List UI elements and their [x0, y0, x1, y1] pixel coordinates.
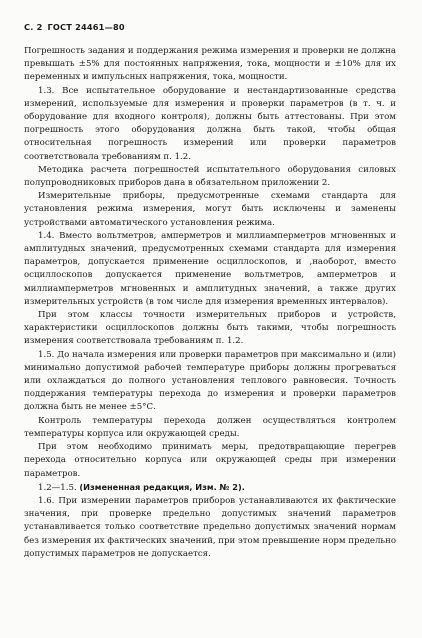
paragraph: 1.3. Все испытательное оборудование и нестандартизованные средства измерений, используемые для измерения и проверки параметров (в т. ч. и оборудование для входного контроля), должны быть аттестованы. При этом погрешность этого оборудования должна быть такой, чтобы общая относительная погрешность измерений или проверки параметров соответствовала требованиям п. 1.2. [24, 85, 396, 162]
amendment-range: 1.2—1.5. [38, 482, 77, 493]
paragraph: Погрешность задания и поддержания режима измерения и проверки не должна превышать ±5% для постоянных напряжения, тока, мощности и ±10% для их переменных и импульсных напряжения, тока, мощности. [24, 46, 396, 83]
paragraph: При этом классы точности измерительных приборов и устройств, характеристики осциллоскопов должны быть такими, чтобы погрешность измерения соответствовала требованиям п. 1.2. [24, 310, 396, 347]
page-header [24, 22, 396, 32]
paragraph: Измерительные приборы, предусмотренные схемами стандарта для установления режима измерения, могут быть исключены и заменены устройствами автоматического установления режима. [24, 191, 396, 228]
amendment-paragraph [24, 481, 396, 495]
page-number: С. 2 [24, 22, 43, 32]
standard-code: ГОСТ 24461—80 [47, 22, 125, 32]
paragraph: 1.6. При измерении параметров приборов устанавливаются их фактические значения, при проверке предельно допустимых значений параметров устанавливается только соответствие предельно допустимых значений нормам без измерения их фактических значений, при этом превышение норм предельно допустимых параметров не допускается. [24, 495, 397, 559]
paragraph: Контроль температуры перехода должен осуществляться контролем температуры корпуса или окружающей среды. [24, 415, 396, 439]
amendment-note: (Измененная редакция, Изм. № 2). [79, 481, 245, 492]
paragraph: Методика расчета погрешностей испытательного оборудования силовых полупроводниковых приборов дана в обязательном приложении 2. [24, 164, 396, 189]
paragraph: 1.5. До начала измерения или проверки параметров при максимально и (или) минимально допустимой рабочей температуре приборы должны прогреваться или охлаждаться до полного установления теплового равновесия. Точность поддержания температуры перехода до измерения и проверки параметров должна быть не менее ±5°С. [24, 349, 396, 413]
paragraph: 1.4. Вместо вольтметров, амперметров и миллиамперметров мгновенных и амплитудных значений, предусмотренных схемами стандарта для измерения параметров, допускается применение осциллоскопов, и ,наоборот, вместо осциллоскопов допускается применение вольтметров, амперметров и миллиамперметров мгновенных и амплитудных значений, а также других измерительных устройств (в том числе для измерения временных интервалов). [24, 230, 396, 307]
paragraph: При этом необходимо принимать меры, предотвращающие перегрев перехода относительно корпуса или окружающей среды при измерении параметров. [24, 442, 396, 479]
